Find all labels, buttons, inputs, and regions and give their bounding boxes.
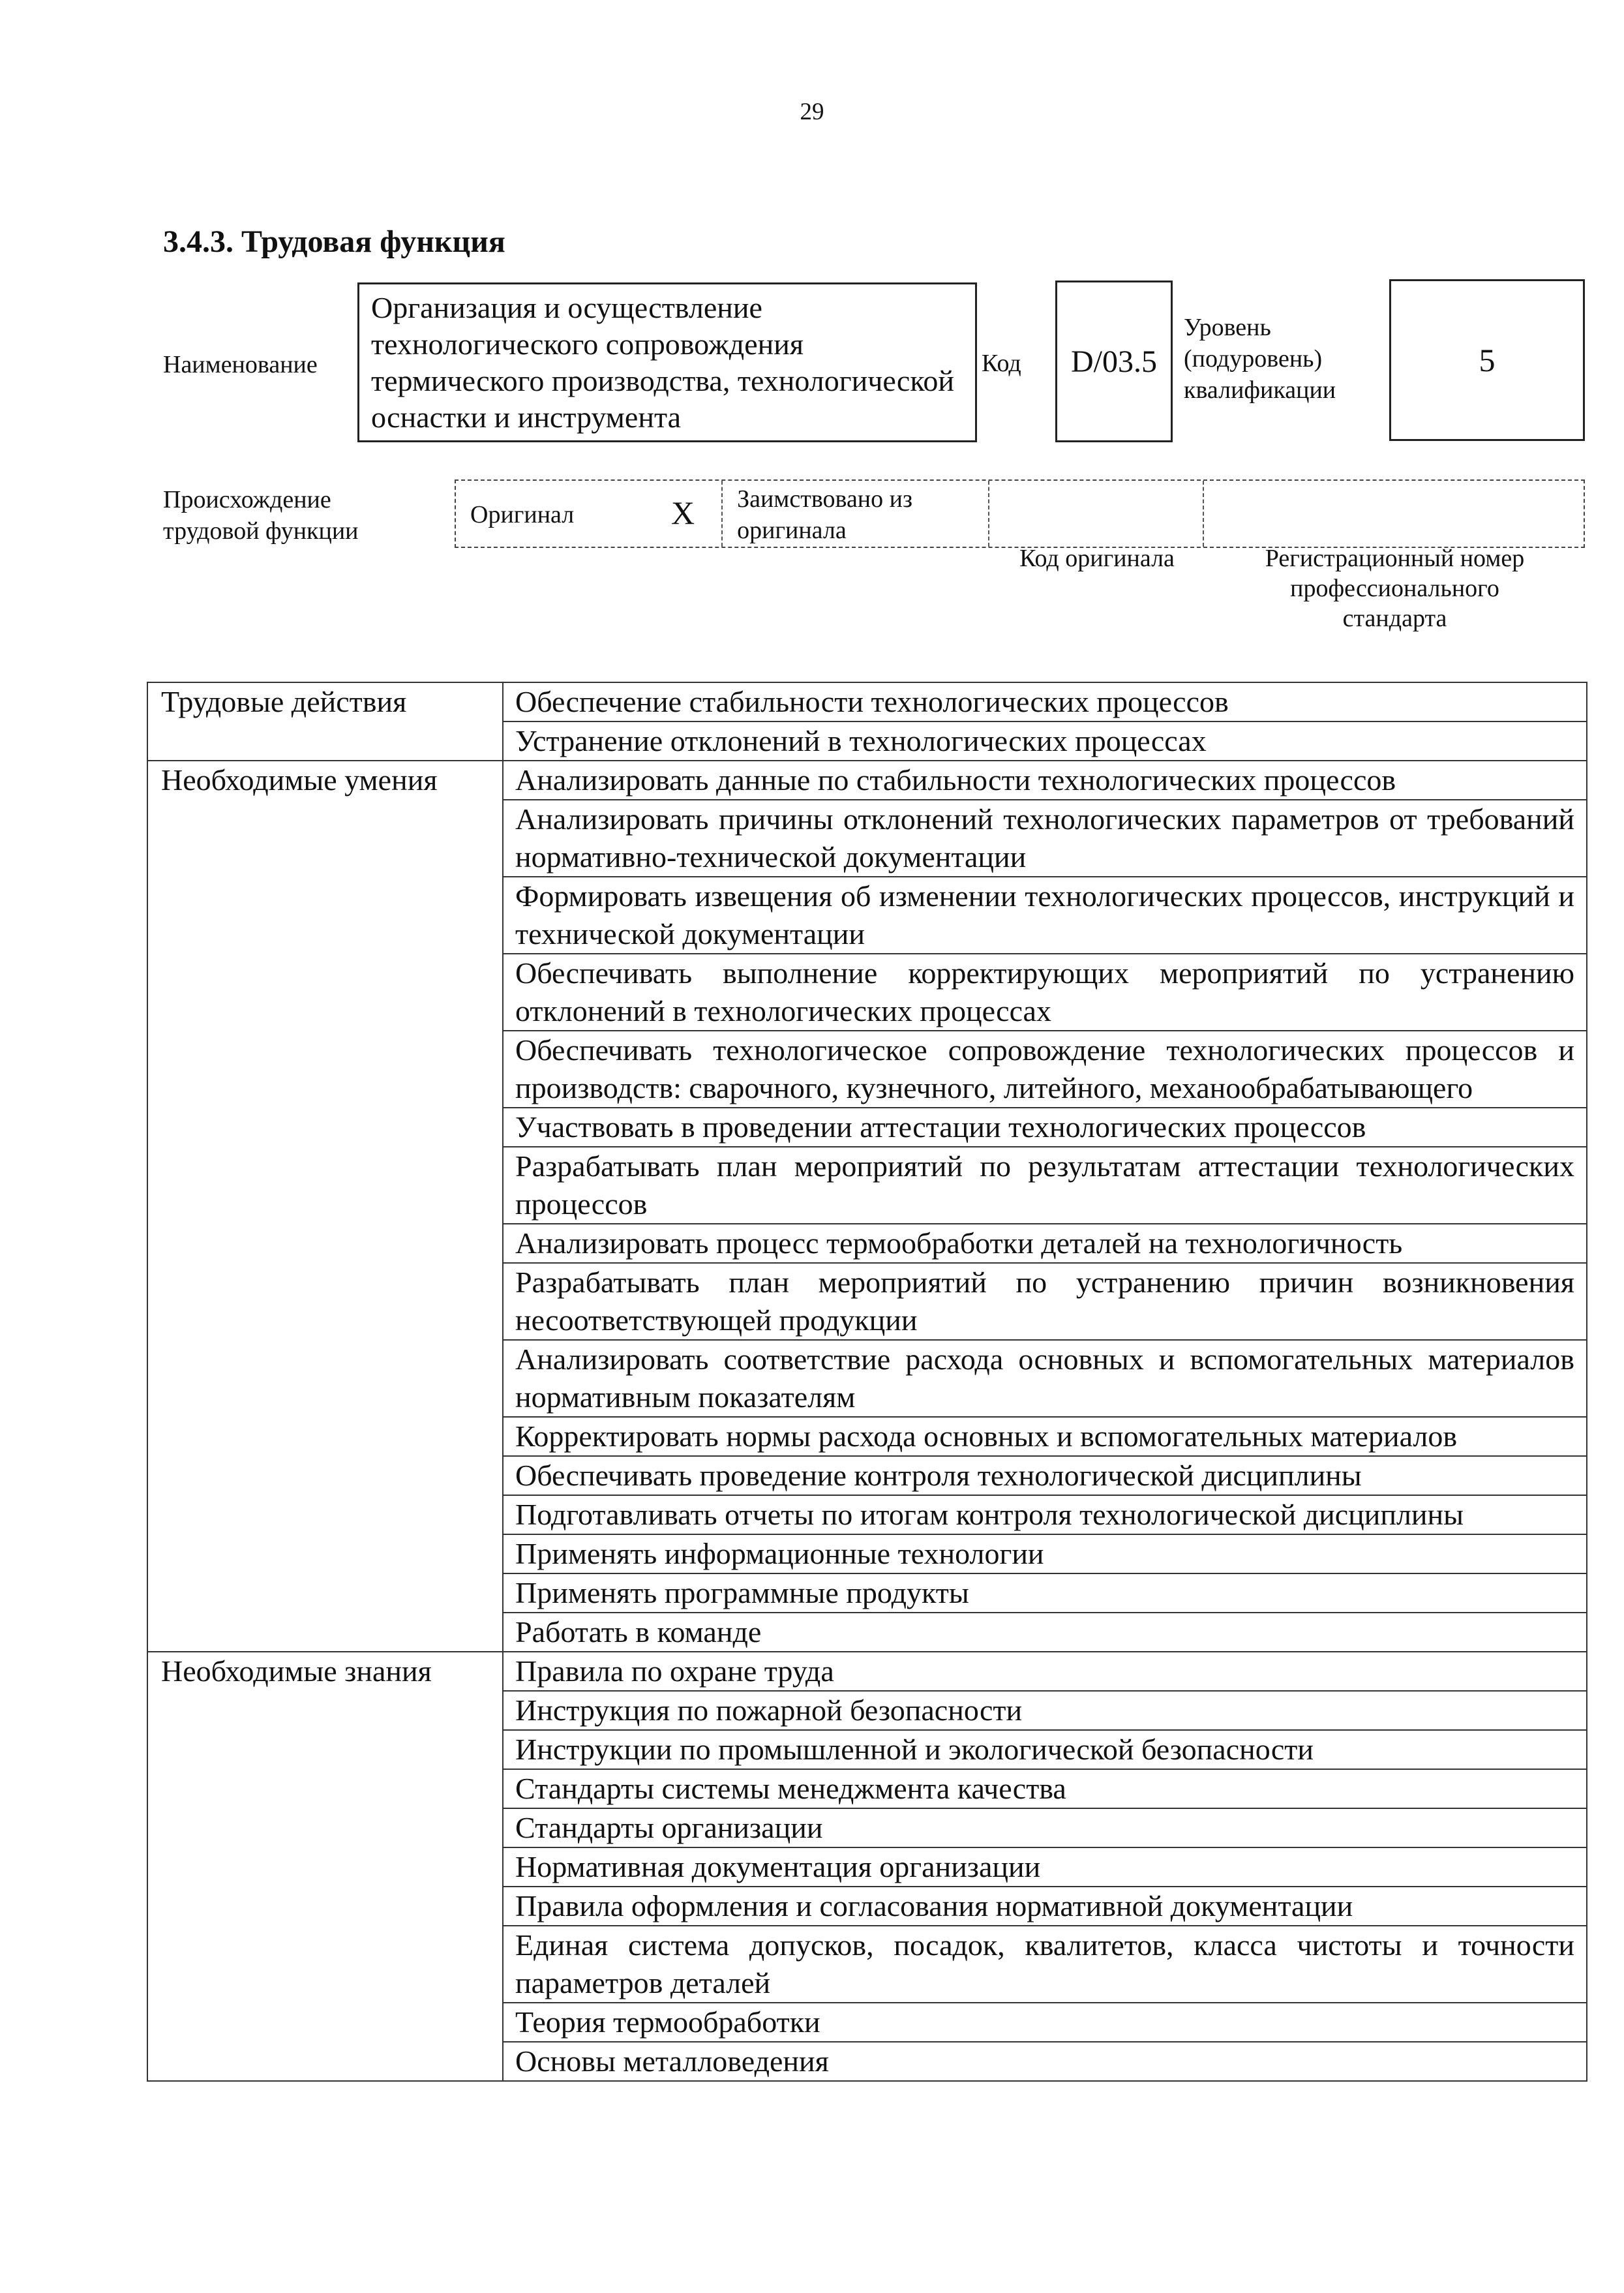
borrowed-label-line2: оригинала xyxy=(737,517,847,544)
section-header: Необходимые знания xyxy=(147,1652,503,2081)
requirement-item: Стандарты системы менеджмента качества xyxy=(503,1769,1587,1808)
borrowed-label-line1: Заимствовано из xyxy=(737,485,912,513)
requirement-item: Разрабатывать план мероприятий по устранению причин возникновения несоответствующей продукции xyxy=(503,1263,1587,1340)
requirement-item: Нормативная документация организации xyxy=(503,1847,1587,1887)
borrowed-cell xyxy=(723,481,989,547)
requirement-item: Работать в команде xyxy=(503,1613,1587,1652)
original-mark: X xyxy=(671,494,695,531)
reg-number-caption-line2: профессионального xyxy=(1290,575,1499,602)
borrowed-label xyxy=(737,483,912,546)
table-row xyxy=(147,1652,1587,1691)
level-label-line2: (подуровень) xyxy=(1184,345,1323,372)
section-header: Трудовые действия xyxy=(147,682,503,761)
requirement-item: Единая система допусков, посадок, квалитетов, класса чистоты и точности параметров деталей xyxy=(503,1926,1587,2003)
requirement-item: Анализировать причины отклонений технологических параметров от требований нормативно-технической документации xyxy=(503,800,1587,877)
section-title: 3.4.3. Трудовая функция xyxy=(163,224,505,259)
reg-number-caption-line3: стандарта xyxy=(1342,605,1447,632)
code-value-box xyxy=(1055,281,1173,442)
requirement-item: Стандарты организации xyxy=(503,1808,1587,1847)
requirement-item: Корректировать нормы расхода основных и вспомогательных материалов xyxy=(503,1417,1587,1456)
requirement-item: Обеспечивать технологическое сопровождение технологических процессов и производств: сварочного, кузнечного, литейного, механообрабатывающего xyxy=(503,1031,1587,1108)
section-header: Необходимые умения xyxy=(147,761,503,1652)
requirement-item: Основы металловедения xyxy=(503,2042,1587,2081)
requirement-item: Обеспечивать проведение контроля технологической дисциплины xyxy=(503,1456,1587,1495)
origin-label-line1: Происхождение xyxy=(163,486,331,513)
requirement-item: Инструкции по промышленной и экологической безопасности xyxy=(503,1730,1587,1769)
requirement-item: Правила по охране труда xyxy=(503,1652,1587,1691)
level-value-box xyxy=(1389,279,1585,441)
level-label xyxy=(1184,312,1336,406)
page-number: 29 xyxy=(800,99,824,125)
code-original-cell xyxy=(989,481,1204,547)
reg-number-caption xyxy=(1205,543,1585,633)
reg-number-caption-line1: Регистрационный номер xyxy=(1265,545,1525,572)
requirement-item: Формировать извещения об изменении технологических процессов, инструкций и технической документации xyxy=(503,877,1587,954)
code-original-caption: Код оригинала xyxy=(1019,545,1175,572)
level-value: 5 xyxy=(1479,342,1496,378)
level-label-line1: Уровень xyxy=(1184,314,1271,341)
original-cell xyxy=(456,481,723,547)
level-label-line3: квалификации xyxy=(1184,376,1336,404)
requirement-item: Анализировать процесс термообработки деталей на технологичность xyxy=(503,1224,1587,1263)
requirement-item: Анализировать данные по стабильности технологических процессов xyxy=(503,761,1587,800)
requirements-table xyxy=(147,682,1587,2082)
function-name-box xyxy=(357,282,977,442)
requirement-item: Правила оформления и согласования нормативной документации xyxy=(503,1887,1587,1926)
requirement-item: Анализировать соответствие расхода основных и вспомогательных материалов нормативным показателям xyxy=(503,1340,1587,1417)
table-row xyxy=(147,761,1587,800)
requirement-item: Разрабатывать план мероприятий по результатам аттестации технологических процессов xyxy=(503,1147,1587,1224)
requirement-item: Обеспечение стабильности технологических процессов xyxy=(503,682,1587,721)
original-label: Оригинал xyxy=(470,501,575,528)
table-row xyxy=(147,682,1587,721)
origin-label xyxy=(163,484,359,547)
name-label: Наименование xyxy=(163,351,318,378)
requirement-item: Подготавливать отчеты по итогам контроля технологической дисциплины xyxy=(503,1495,1587,1534)
code-value: D/03.5 xyxy=(1071,344,1157,379)
origin-table xyxy=(455,479,1585,548)
requirement-item: Устранение отклонений в технологических процессах xyxy=(503,721,1587,761)
requirement-item: Применять информационные технологии xyxy=(503,1534,1587,1573)
origin-label-line2: трудовой функции xyxy=(163,517,359,545)
requirements-table-body xyxy=(147,682,1587,2081)
requirement-item: Инструкция по пожарной безопасности xyxy=(503,1691,1587,1730)
requirement-item: Теория термообработки xyxy=(503,2003,1587,2042)
requirement-item: Обеспечивать выполнение корректирующих мероприятий по устранению отклонений в технологических процессах xyxy=(503,954,1587,1031)
function-name-value: Организация и осуществление технологического сопровождения термического производства, технологической оснастки и инструмента xyxy=(371,291,954,434)
requirement-item: Участвовать в проведении аттестации технологических процессов xyxy=(503,1108,1587,1147)
reg-number-cell xyxy=(1204,481,1584,547)
code-label: Код xyxy=(982,350,1021,377)
requirement-item: Применять программные продукты xyxy=(503,1573,1587,1613)
